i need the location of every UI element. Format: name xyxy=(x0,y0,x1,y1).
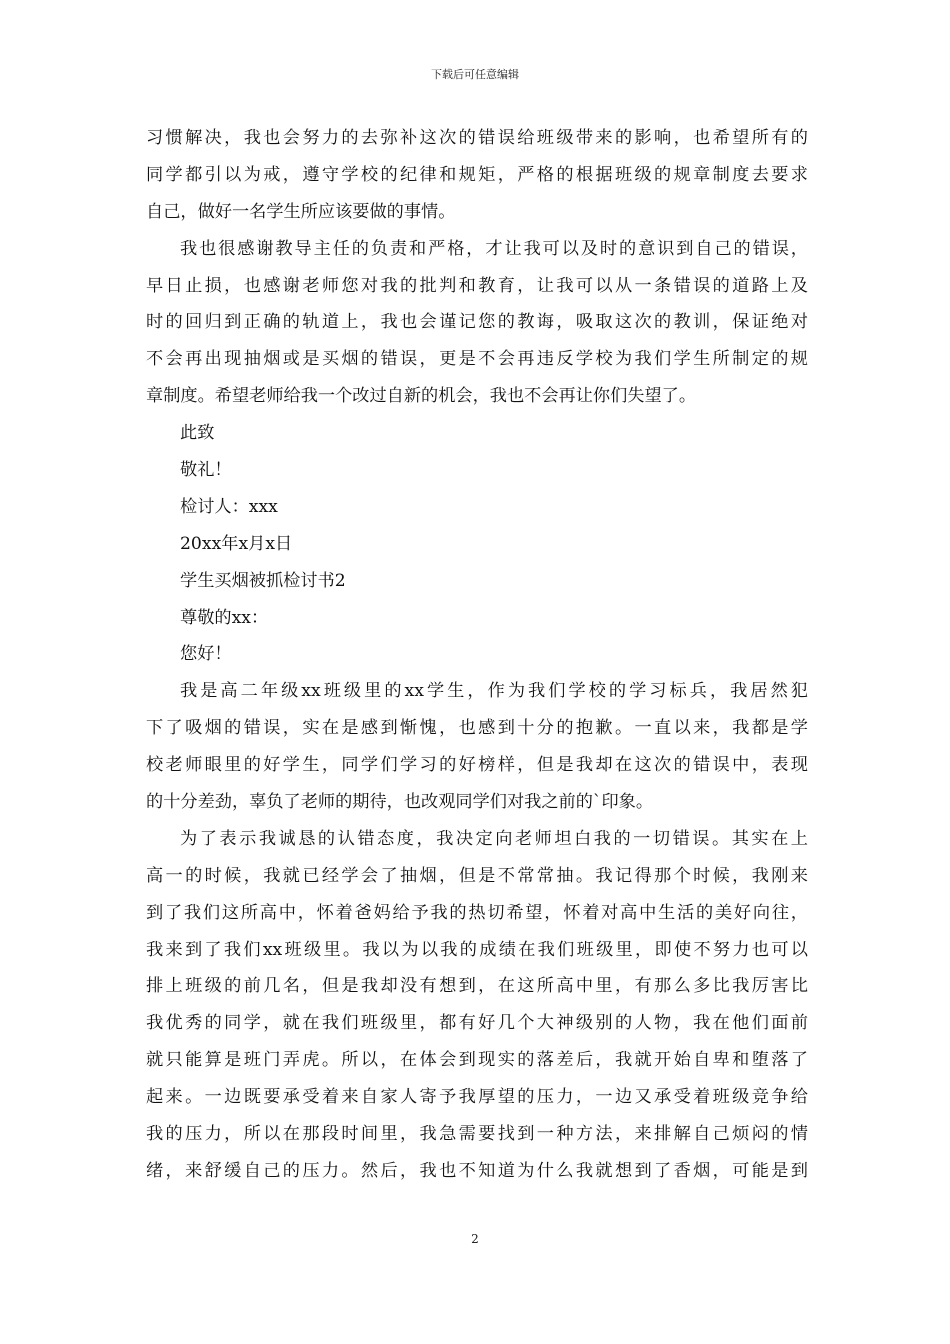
text-line: 我也很感谢教导主任的负责和严格，才让我可以及时的意识到自己的错误， xyxy=(180,238,808,259)
text-line: 就只能算是班门弄虎。所以，在体会到现实的落差后，我就开始自卑和堕落了 xyxy=(146,1050,808,1071)
page-number: 2 xyxy=(471,1232,479,1246)
text-line: 时的回归到正确的轨道上，我也会谨记您的教诲，吸取这次的教训，保证绝对 xyxy=(146,312,808,333)
text-line: 20xx年x月x日 xyxy=(180,533,293,554)
text-line: 章制度。希望老师给我一个改过自新的机会，我也不会再让你们失望了。 xyxy=(146,386,697,407)
text-line: 我的压力，所以在那段时间里，我急需要找到一种方法，来排解自己烦闷的情 xyxy=(146,1124,808,1145)
text-line: 检讨人：xxx xyxy=(180,496,278,517)
text-line: 早日止损，也感谢老师您对我的批判和教育，让我可以从一条错误的道路上及 xyxy=(146,275,808,296)
text-line: 您好！ xyxy=(180,644,232,665)
text-line: 绪，来舒缓自己的压力。然后，我也不知道为什么我就想到了香烟，可能是到 xyxy=(146,1160,808,1181)
text-line: 我是高二年级xx班级里的xx学生，作为我们学校的学习标兵，我居然犯 xyxy=(180,681,808,702)
text-line: 同学都引以为戒，遵守学校的纪律和规矩，严格的根据班级的规章制度去要求 xyxy=(146,164,808,185)
document-body xyxy=(146,120,808,1190)
text-line: 下了吸烟的错误，实在是感到惭愧，也感到十分的抱歉。一直以来，我都是学 xyxy=(146,718,808,739)
text-line: 我优秀的同学，就在我们班级里，都有好几个大神级别的人物，我在他们面前 xyxy=(146,1013,808,1034)
text-line: 起来。一边既要承受着来自家人寄予我厚望的压力，一边又承受着班级竞争给 xyxy=(146,1087,808,1108)
text-line: 到了我们这所高中，怀着爸妈给予我的热切希望，怀着对高中生活的美好向往， xyxy=(146,902,808,923)
text-line: 学生买烟被抓检讨书2 xyxy=(180,570,346,591)
text-line: 为了表示我诚恳的认错态度，我决定向老师坦白我的一切错误。其实在上 xyxy=(180,828,808,849)
text-line: 此致 xyxy=(180,423,215,444)
text-line: 校老师眼里的好学生，同学们学习的好榜样，但是我却在这次的错误中，表现 xyxy=(146,755,808,776)
text-line: 尊敬的xx： xyxy=(180,607,269,628)
text-line: 自己，做好一名学生所应该要做的事情。 xyxy=(146,201,456,222)
text-line: 不会再出现抽烟或是买烟的错误，更是不会再违反学校为我们学生所制定的规 xyxy=(146,349,808,370)
text-line: 敬礼！ xyxy=(180,460,232,481)
text-line: 我来到了我们xx班级里。我以为以我的成绩在我们班级里，即使不努力也可以 xyxy=(146,939,808,960)
text-line: 排上班级的前几名，但是我却没有想到，在这所高中里，有那么多比我厉害比 xyxy=(146,976,808,997)
text-line: 习惯解决，我也会努力的去弥补这次的错误给班级带来的影响，也希望所有的 xyxy=(146,128,808,148)
text-line: 高一的时候，我就已经学会了抽烟，但是不常常抽。我记得那个时候，我刚来 xyxy=(146,865,808,886)
page-header: 下载后可任意编辑 xyxy=(431,68,519,81)
text-line: 的十分差劲，辜负了老师的期待，也改观同学们对我之前的`印象。 xyxy=(146,792,654,813)
